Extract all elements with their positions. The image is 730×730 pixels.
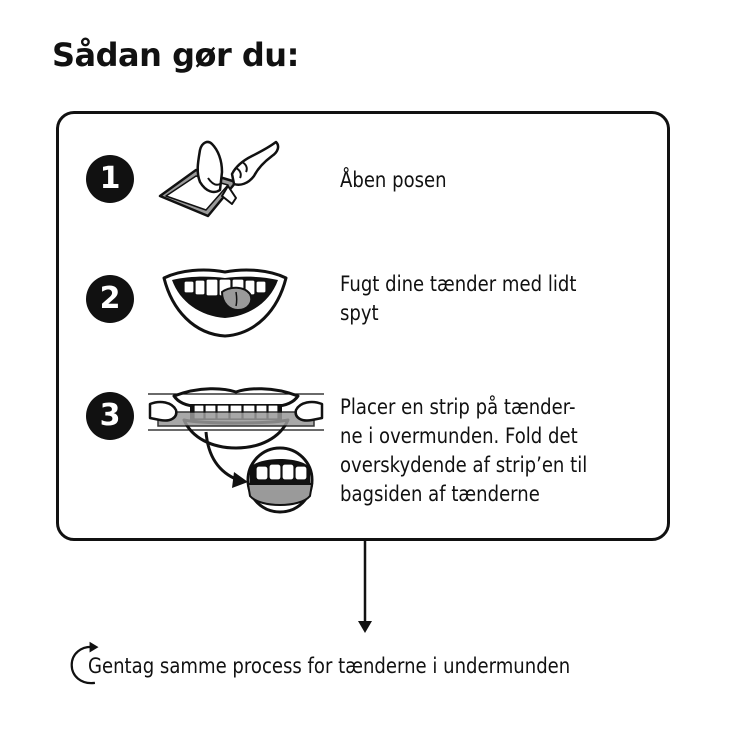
step-2-text-line-2: spyt xyxy=(340,301,379,325)
step-3-number: 3 xyxy=(86,392,134,440)
step-1-number: 1 xyxy=(86,155,134,203)
step-3-text-line-4: bagsiden af tænderne xyxy=(340,482,540,506)
step-3-text xyxy=(340,393,587,509)
down-arrow-icon xyxy=(354,541,376,637)
open-pouch-icon xyxy=(156,138,284,222)
step-2-number: 2 xyxy=(86,275,134,323)
footer-text: Gentag samme process for tænderne i undermunden xyxy=(88,654,571,678)
apply-strip-icon xyxy=(144,384,328,516)
page-title: Sådan gør du: xyxy=(52,36,299,74)
step-2-text-line-1: Fugt dine tænder med lidt xyxy=(340,272,577,296)
moisten-teeth-icon xyxy=(160,262,290,340)
step-3-text-line-1: Placer en strip på tænder- xyxy=(340,395,576,419)
step-3-text-line-2: ne i overmunden. Fold det xyxy=(340,424,578,448)
step-1-text: Åben posen xyxy=(340,168,447,192)
step-2-text xyxy=(340,270,576,328)
step-3-text-line-3: overskydende af strip’en til xyxy=(340,453,588,477)
